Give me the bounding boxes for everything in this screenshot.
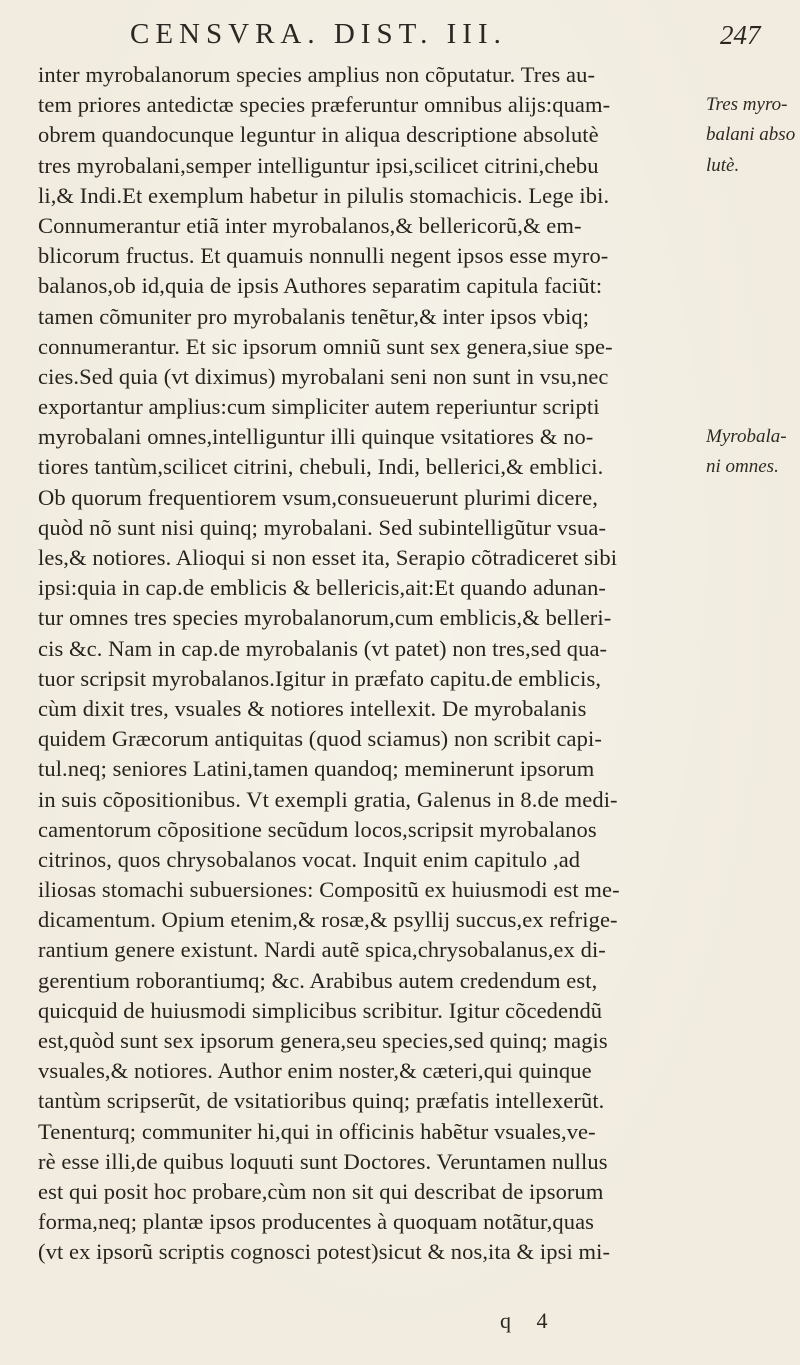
text-line: quicquid de huiusmodi simplicibus scribitur. Igitur cõcedendũ (38, 997, 603, 1023)
margin-spacer (706, 392, 796, 422)
margin-spacer (706, 362, 796, 392)
margin-spacer (706, 875, 796, 905)
margin-spacer (706, 1207, 796, 1237)
margin-spacer (706, 271, 796, 301)
margin-spacer (706, 694, 796, 724)
page-number: 247 (720, 20, 761, 50)
running-head: CENSVRA. DIST. III. (130, 18, 507, 50)
margin-spacer (706, 543, 796, 573)
text-line: rè esse illi,de quibus loquuti sunt Doctores. Veruntamen nullus (38, 1148, 608, 1174)
text-line: myrobalani omnes,intelliguntur illi quinque vsitatiores & no- (38, 424, 594, 450)
text-line: tamen cõmuniter pro myrobalanis tenẽtur,& inter ipsos vbiq; (38, 303, 590, 329)
margin-spacer (706, 996, 796, 1026)
text-line: camentorum cõpositione secũdum locos,scripsit myrobalanos (38, 816, 597, 842)
margin-spacer (706, 1237, 796, 1267)
text-line: blicorum fructus. Et quamuis nonnulli negent ipsos esse myro- (38, 243, 609, 269)
margin-spacer (706, 1026, 796, 1056)
margin-spacer (706, 181, 796, 211)
text-line: cies.Sed quia (vt diximus) myrobalani seni non sunt in vsu,nec (38, 363, 609, 389)
text-line: Ob quorum frequentiorem vsum,consueuerunt plurimi dicere, (38, 484, 598, 510)
text-line: balanos,ob id,quia de ipsis Authores separatim capitula faciũt: (38, 273, 603, 299)
margin-spacer (706, 815, 796, 845)
margin-spacer (706, 302, 796, 332)
text-line: tul.neq; seniores Latini,tamen quandoq; meminerunt ipsorum (38, 756, 595, 782)
text-line: iliosas stomachi subuersiones: Compositũ ex huiusmodi est me- (38, 877, 620, 903)
margin-spacer (706, 1056, 796, 1086)
margin-spacer (706, 905, 796, 935)
margin-spacer (706, 60, 796, 90)
text-line: tuor scripsit myrobalanos.Igitur in præfato capitu.de emblicis, (38, 665, 602, 691)
text-line: est,quòd sunt sex ipsorum genera,seu species,sed quinq; magis (38, 1028, 608, 1053)
margin-spacer (706, 211, 796, 241)
margin-spacer (706, 1177, 796, 1207)
text-line: est qui posit hoc probare,cùm non sit qui describat de ipsorum (38, 1178, 604, 1204)
margin-spacer (706, 1117, 796, 1147)
margin-spacer (706, 966, 796, 996)
text-line: forma,neq; plantæ ipsos producentes à quoquam notãtur,quas (38, 1209, 595, 1235)
margin-spacer (706, 754, 796, 784)
text-line: cùm dixit tres, vsuales & notiores intellexit. De myrobalanis (38, 695, 587, 721)
text-line: dicamentum. Opium etenim,& rosæ,& psyllij succus,ex refrige- (38, 907, 618, 933)
margin-spacer (706, 483, 796, 513)
margin-spacer (706, 664, 796, 694)
text-line: tantùm scripserũt, de vsitatioribus quinq; præfatis intellexerũt. (38, 1088, 605, 1114)
text-line: cis &c. Nam in cap.de myrobalanis (vt patet) non tres,sed qua- (38, 635, 608, 661)
text-line: tem priores antedictæ species præferuntur omnibus alijs:quam- (38, 92, 611, 118)
margin-note: Myrobala- (706, 426, 787, 448)
margin-note: Tres myro- (706, 94, 788, 116)
text-line: obrem quandocunque leguntur in aliqua descriptione absolutè (38, 122, 599, 148)
margin-spacer (706, 935, 796, 965)
margin-spacer (706, 332, 796, 362)
margin-spacer (706, 845, 796, 875)
text-line: li,& Indi.Et exemplum habetur in pilulis stomachicis. Lege ibi. (38, 182, 610, 208)
text-line: rantium genere existunt. Nardi autẽ spica,chrysobalanus,ex di- (38, 937, 606, 963)
text-line: tur omnes tres species myrobalanorum,cum emblicis,& belleri- (38, 605, 612, 631)
margin-note: lutè. (706, 154, 740, 176)
margin-spacer (706, 785, 796, 815)
margin-spacer (706, 603, 796, 633)
text-line: inter myrobalanorum species amplius non cõputatur. Tres au- (38, 62, 596, 87)
margin-spacer (706, 634, 796, 664)
text-line: citrinos, quos chrysobalanos vocat. Inquit enim capitulo ,ad (38, 846, 581, 872)
text-line: ipsi:quia in cap.de emblicis & bellericis,ait:Et quando adunan- (38, 575, 607, 601)
text-line: Connumerantur etiã inter myrobalanos,& bellericorũ,& em- (38, 212, 582, 238)
margin-note: balani abso (706, 124, 796, 146)
text-line: exportantur amplius:cum simpliciter autem reperiuntur scripti (38, 394, 600, 420)
text-line: gerentium roborantiumq; &c. Arabibus autem credendum est, (38, 967, 598, 993)
margin-spacer (706, 241, 796, 271)
text-line: (vt ex ipsorũ scriptis cognosci potest)sicut & nos,ita & ipsi mi- (38, 1239, 611, 1265)
margin-spacer (706, 1147, 796, 1177)
text-line: Tenenturq; communiter hi,qui in officinis habẽtur vsuales,ve- (38, 1118, 596, 1144)
text-line: les,& notiores. Alioqui si non esset ita, Serapio cõtradiceret sibi (38, 545, 618, 570)
margin-spacer (706, 573, 796, 603)
text-line: tres myrobalani,semper intelliguntur ipsi,scilicet citrini,chebu (38, 152, 599, 178)
margin-notes (706, 60, 796, 1268)
text-line: quòd nõ sunt nisi quinq; myrobalani. Sed subintelligũtur vsua- (38, 514, 607, 540)
text-line: quidem Græcorum antiquitas (quod sciamus) non scribit capi- (38, 726, 602, 752)
text-line: tiores tantùm,scilicet citrini, chebuli, Indi, bellerici,& emblici. (38, 454, 604, 480)
signature-mark: q 4 (500, 1308, 558, 1333)
text-line: in suis cõpositionibus. Vt exempli gratia, Galenus in 8.de medi- (38, 786, 618, 812)
text-line: vsuales,& notiores. Author enim noster,& cæteri,qui quinque (38, 1058, 592, 1084)
margin-note: ni omnes. (706, 456, 779, 478)
body-text (38, 60, 708, 1268)
margin-spacer (706, 724, 796, 754)
margin-spacer (706, 1086, 796, 1116)
text-line: connumerantur. Et sic ipsorum omniũ sunt sex genera,siue spe- (38, 333, 613, 359)
margin-spacer (706, 513, 796, 543)
